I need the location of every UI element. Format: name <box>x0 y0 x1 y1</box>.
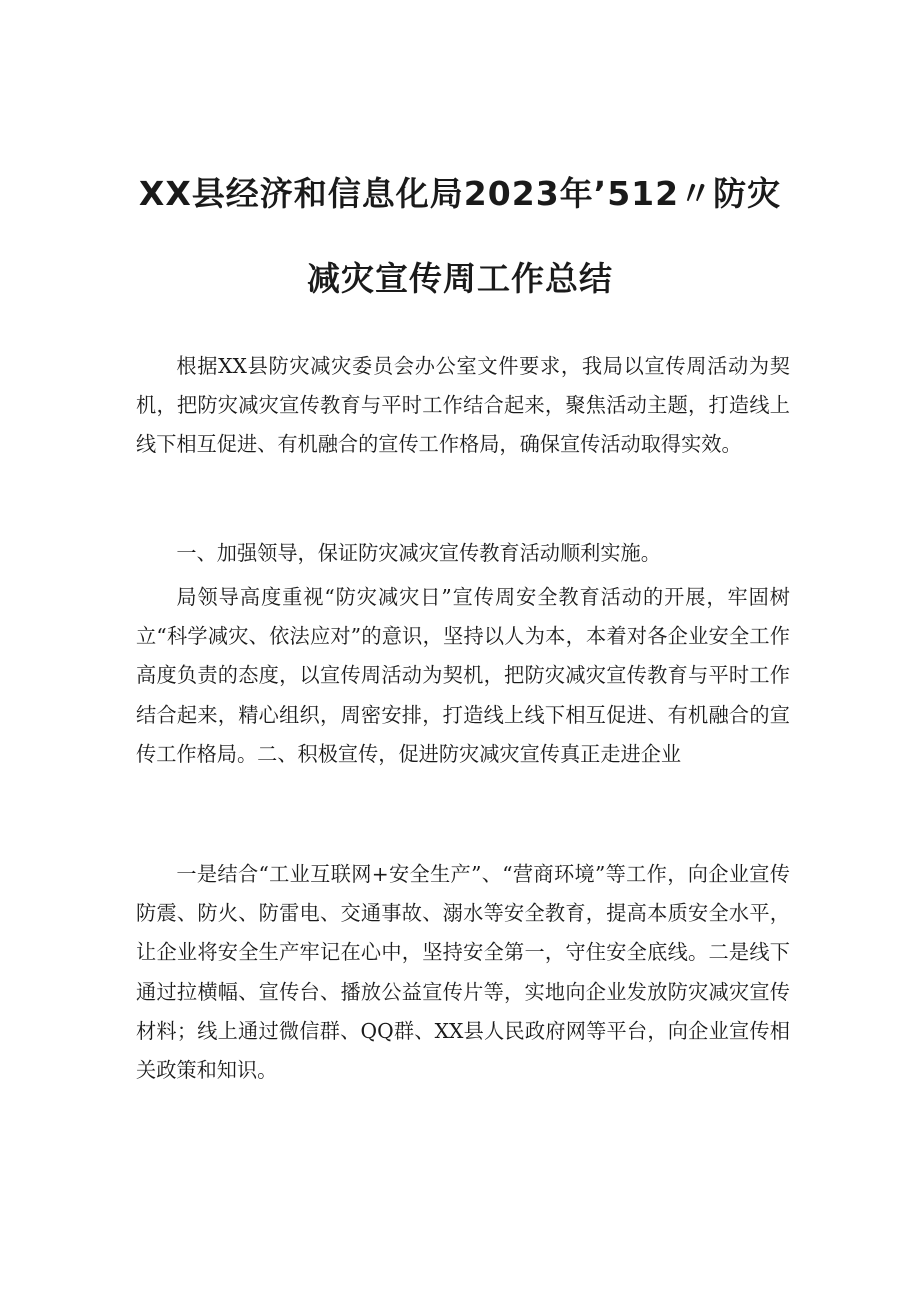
paragraph-section-1-body: 局领导高度重视“防灾减灾日”宣传周安全教育活动的开展，牢固树立“科学减灾、依法应对”的意识，坚持以人为本，本着对各企业安全工作高度负责的态度，以宣传周活动为契机，把防灾减灾宣传教育与平时工作结合起来，精心组织，周密安排，打造线上线下相互促进、有机融合的宣传工作格局。二、积极宣传，促进防灾减灾宣传真正走进企业 <box>136 585 790 766</box>
paragraph-section-1-heading: 一、加强领导，保证防灾减灾宣传教育活动顺利实施。 <box>176 541 661 565</box>
document-title-line-1: XX县经济和信息化局2023年’512〃防灾 <box>138 174 782 213</box>
paragraph-section-2-body: 一是结合“工业互联网+安全生产”、“营商环境”等工作，向企业宣传防震、防火、防雷电、交通事故、溺水等安全教育，提高本质安全水平，让企业将安全生产牢记在心中，坚持安全第一，守住安全底线。二是线下通过拉横幅、宣传台、播放公益宣传片等，实地向企业发放防灾减灾宣传材料；线上通过微信群、QQ群、XX县人民政府网等平台，向企业宣传相关政策和知识。 <box>136 862 790 1083</box>
document-title-line-2: 减灾宣传周工作总结 <box>307 259 613 298</box>
paragraph-intro: 根据XX县防灾减灾委员会办公室文件要求，我局以宣传周活动为契机，把防灾减灾宣传教育与平时工作结合起来，聚焦活动主题，打造线上线下相互促进、有机融合的宣传工作格局，确保宣传活动取得实效。 <box>136 354 790 457</box>
